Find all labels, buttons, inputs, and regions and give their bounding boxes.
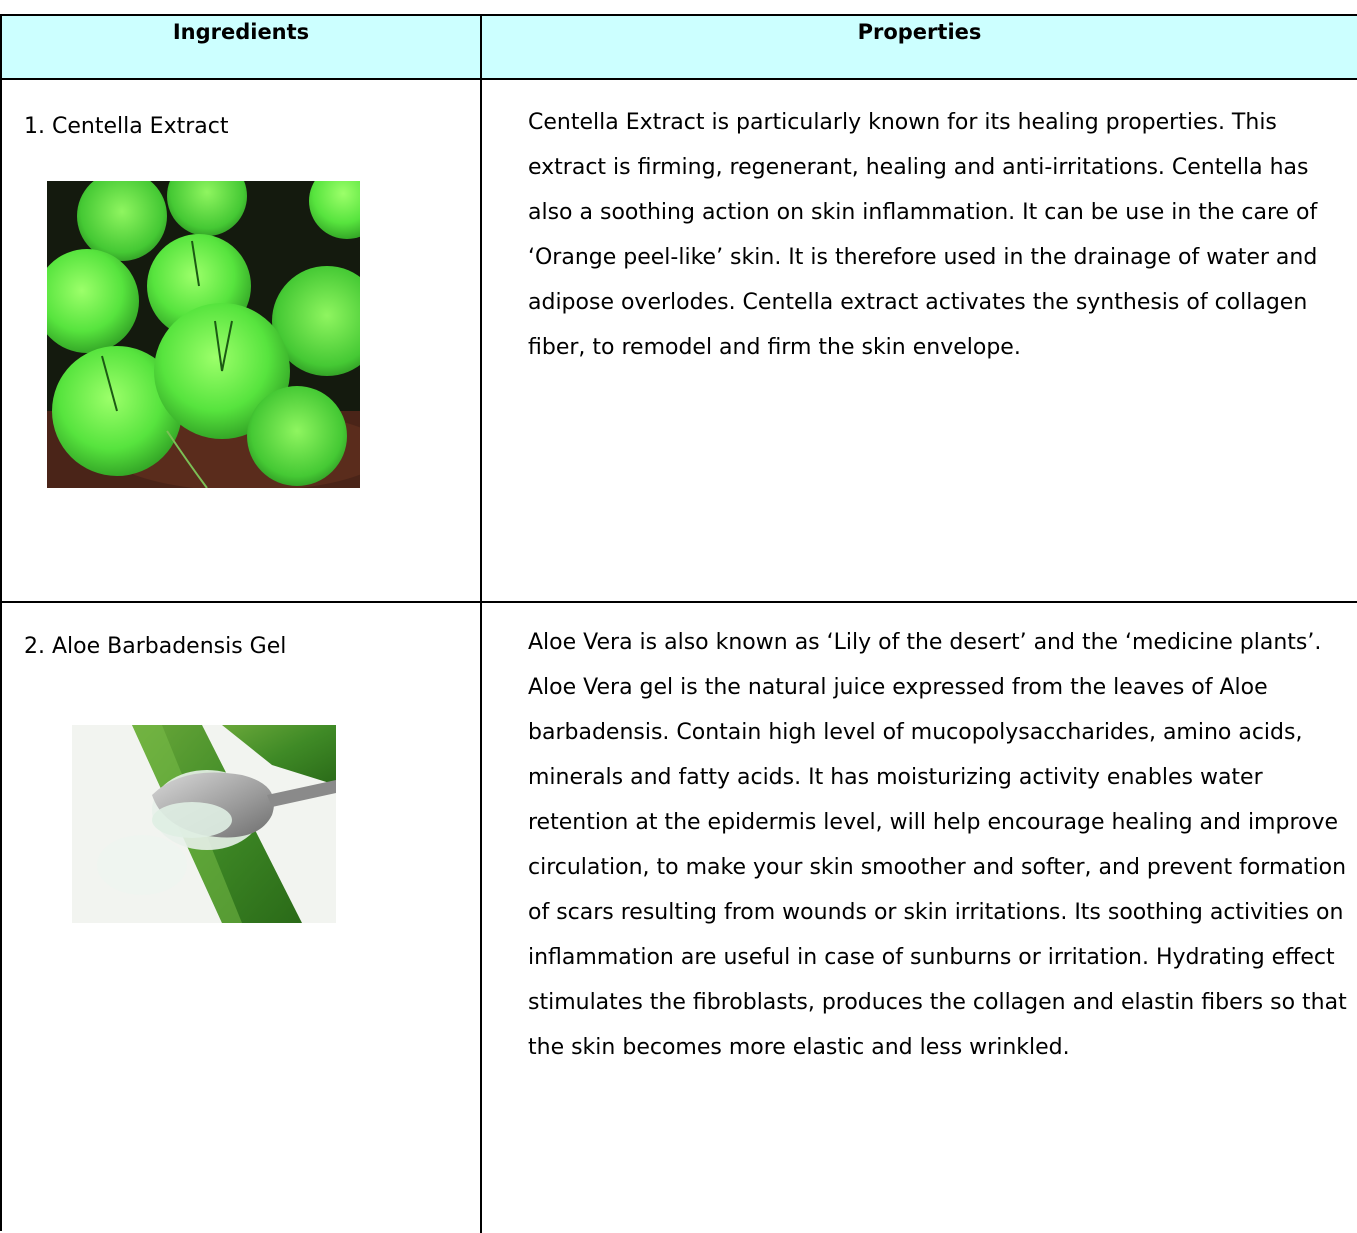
- header-ingredients: Ingredients: [172, 20, 310, 44]
- ingredient-name: 1. Centella Extract: [24, 114, 229, 139]
- ingredients-table: [0, 14, 1357, 1231]
- header-properties: Properties: [857, 20, 982, 44]
- table-header-row: [2, 16, 1357, 80]
- centella-leaves-photo: [47, 181, 360, 488]
- property-description: Centella Extract is particularly known for its healing properties. This extract is firming, regenerant, healing and anti-irritations. Centella has also a soothing action on skin inflammation. It can be use in the care of ‘Orange peel-like’ skin. It is therefore used in the drainage of water and adipose overlodes. Centella extract activates the synthesis of collagen fiber, to remodel and firm the skin envelope.: [528, 110, 1318, 360]
- property-description: Aloe Vera is also known as ‘Lily of the desert’ and the ‘medicine plants’. Aloe Vera gel is the natural juice expressed from the leaves of Aloe barbadensis. Contain high level of mucopolysaccharides, amino acids, minerals and fatty acids. It has moisturizing activity enables water retention at the epidermis level, will help encourage healing and improve circulation, to make your skin smoother and softer, and prevent formation of scars resulting from wounds or skin irritations. Its soothing activities on inflammation are useful in case of sunburns or irritation. Hydrating effect stimulates the fibroblasts, produces the collagen and elastin fibers so that the skin becomes more elastic and less wrinkled.: [528, 630, 1347, 1060]
- ingredient-name: 2. Aloe Barbadensis Gel: [24, 634, 287, 659]
- row-divider: [2, 601, 1357, 603]
- aloe-gel-spoon-photo: [72, 725, 336, 923]
- column-divider: [480, 16, 482, 1233]
